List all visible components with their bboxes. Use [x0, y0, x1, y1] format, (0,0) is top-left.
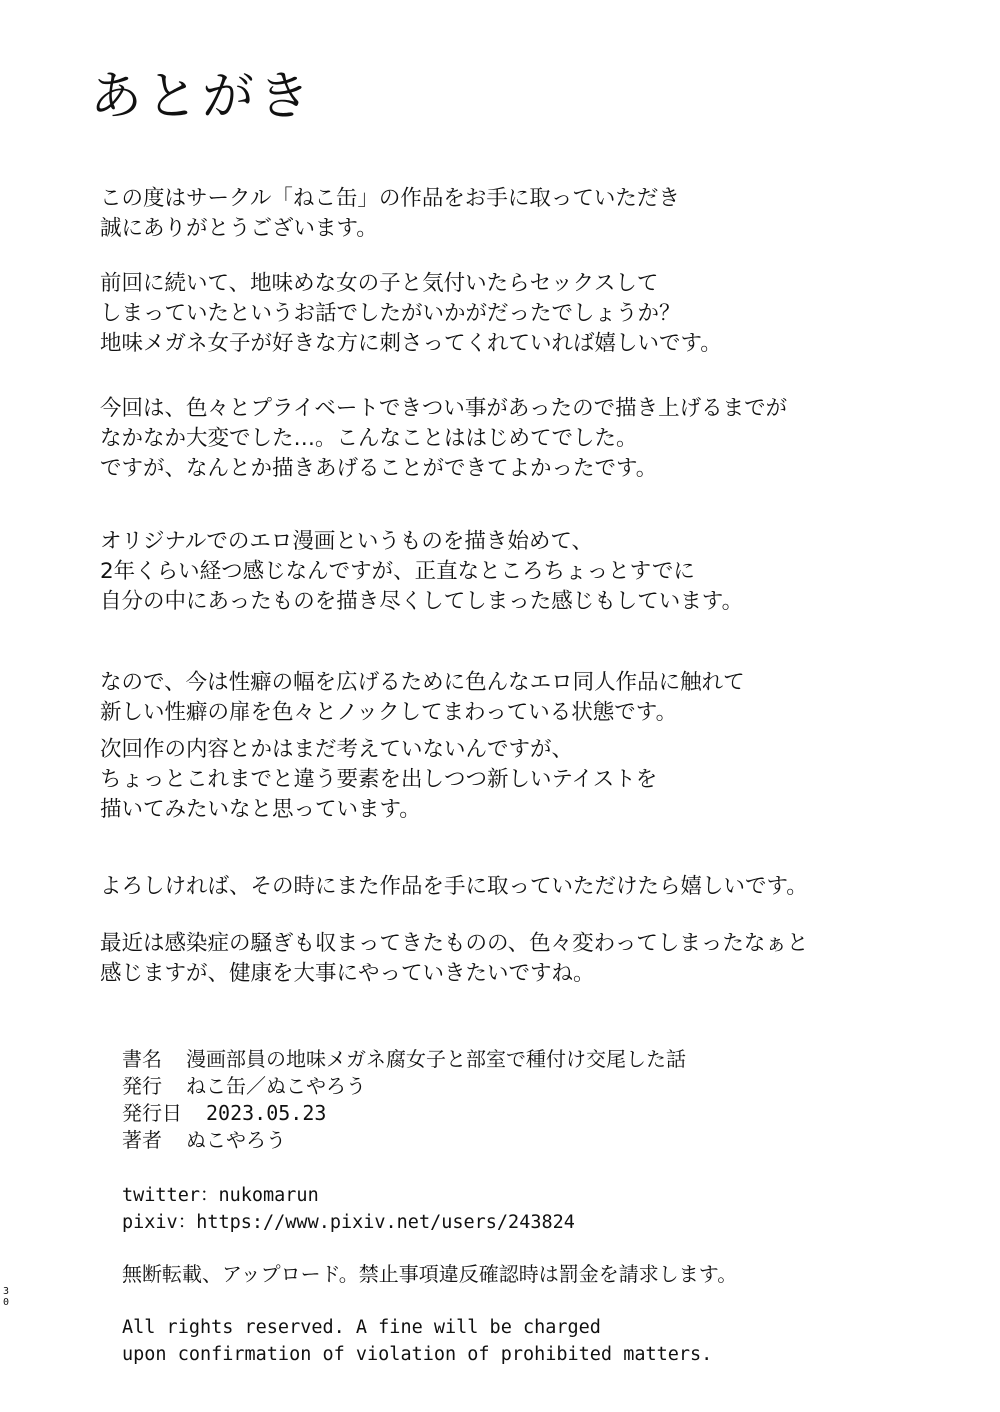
twitter-handle: twitter：nukomarun	[122, 1185, 319, 1206]
text-line: 今回は、色々とプライベートできつい事があったので描き上げるまでが	[100, 396, 788, 421]
text-line: 描いてみたいなと思っています。	[100, 797, 421, 822]
notice-japanese: 無断転載、アップロード。禁止事項違反確認時は罰金を請求します。	[122, 1262, 738, 1286]
text-line: 2年くらい経つ感じなんですが、正直なところちょっとすでに	[100, 559, 695, 584]
paragraph-original-works	[100, 527, 743, 617]
text-line: ですが、なんとか描きあげることができてよかったです。	[100, 456, 658, 481]
page-number: 30	[2, 1286, 10, 1308]
notice-english	[122, 1314, 712, 1368]
paragraph-request	[100, 872, 808, 902]
paragraph-next-work	[100, 735, 657, 825]
text-line: 最近は感染症の騒ぎも収まってきたものの、色々変わってしまったなぁと	[100, 931, 809, 956]
notice-english-line: All rights reserved. A fine will be charged	[122, 1317, 601, 1338]
colophon-author-row	[122, 1127, 686, 1154]
colophon-date-label: 発行日	[122, 1101, 182, 1125]
text-line: この度はサークル「ねこ缶」の作品をお手に取っていただき	[100, 186, 680, 211]
text-line: 誠にありがとうございます。	[100, 216, 378, 241]
text-line: なかなか大変でした…。こんなことははじめてでした。	[100, 426, 638, 451]
colophon	[122, 1046, 686, 1154]
text-line: よろしければ、その時にまた作品を手に取っていただけたら嬉しいです。	[100, 874, 808, 899]
colophon-date-row	[122, 1100, 686, 1127]
text-line: オリジナルでのエロ漫画というものを描き始めて、	[100, 529, 593, 554]
contact-info	[122, 1182, 575, 1236]
text-line: 自分の中にあったものを描き尽くしてしまった感じもしています。	[100, 589, 744, 614]
pixiv-link: pixiv：https://www.pixiv.net/users/243824	[122, 1212, 575, 1233]
text-line: ちょっとこれまでと違う要素を出しつつ新しいテイストを	[100, 767, 658, 792]
colophon-author-label: 著者	[122, 1128, 162, 1152]
text-line: なので、今は性癖の幅を広げるために色んなエロ同人作品に触れて	[100, 670, 745, 695]
colophon-publisher-value: ねこ缶／ぬこやろう	[186, 1074, 366, 1098]
paragraph-now	[100, 668, 745, 728]
text-line: 次回作の内容とかはまだ考えていないんですが、	[100, 737, 574, 762]
colophon-author-value: ぬこやろう	[186, 1128, 286, 1152]
colophon-title-value: 漫画部員の地味メガネ腐女子と部室で種付け交尾した話	[186, 1047, 686, 1071]
paragraph-thanks	[100, 184, 680, 244]
colophon-title-row	[122, 1046, 686, 1073]
text-line: 新しい性癖の扉を色々とノックしてまわっている状態です。	[100, 700, 678, 725]
text-line: しまっていたというお話でしたがいかがだったでしょうか？	[100, 301, 681, 326]
paragraph-this-time	[100, 394, 787, 484]
page-title: あとがき	[90, 67, 315, 127]
text-line: 感じますが、健康を大事にやっていきたいですね。	[100, 961, 595, 986]
colophon-title-label: 書名	[122, 1047, 162, 1071]
paragraph-closing	[100, 929, 808, 989]
text-line: 前回に続いて、地味めな女の子と気付いたらセックスして	[100, 271, 659, 296]
text-line: 地味メガネ女子が好きな方に刺さってくれていれば嬉しいです。	[100, 331, 722, 356]
colophon-date-value: 2023.05.23	[206, 1101, 327, 1125]
paragraph-previous-work	[100, 269, 722, 359]
colophon-publisher-label: 発行	[122, 1074, 162, 1098]
colophon-publisher-row	[122, 1073, 686, 1100]
notice-english-line: upon confirmation of violation of prohibited matters.	[122, 1344, 713, 1365]
